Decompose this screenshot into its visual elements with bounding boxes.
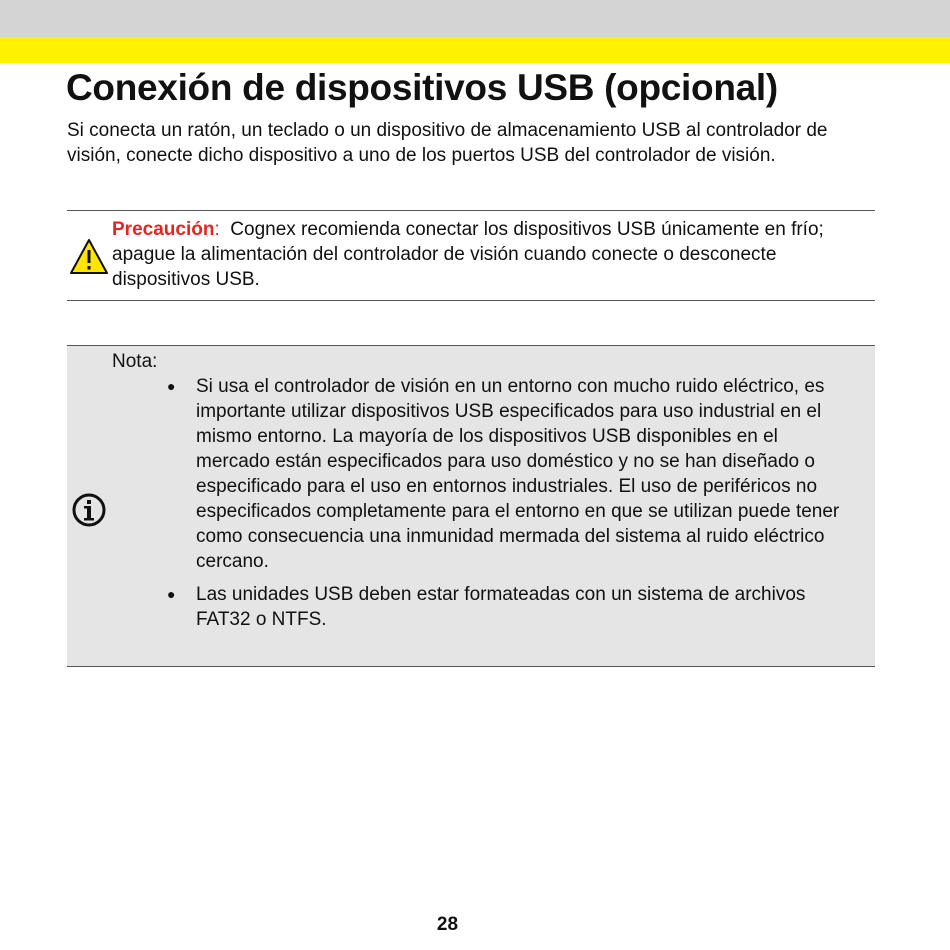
- page-number: 28: [436, 914, 459, 935]
- note-label: Nota: [112, 351, 153, 372]
- caution-label-colon: :: [214, 219, 220, 240]
- bullet-icon: ●: [167, 378, 176, 394]
- info-circle-icon: [71, 492, 107, 528]
- note-label-colon: :: [152, 351, 158, 372]
- note-box: [67, 345, 875, 667]
- bullet-icon: ●: [167, 586, 176, 602]
- list-item: [167, 374, 857, 574]
- intro-paragraph: Si conecta un ratón, un teclado o un dispositivo de almacenamiento USB al controlador de visión, conecte dicho dispositivo a uno de los puertos USB del controlador de visión.: [67, 120, 828, 166]
- note-list: [167, 374, 857, 640]
- page-title: Conexión de dispositivos USB (opcional): [66, 67, 778, 108]
- caution-box: [67, 210, 875, 301]
- caution-body: Cognex recomienda conectar los dispositivos USB únicamente en frío; apague la alimentación del controlador de visión cuando conecte o desconecte dispositivos USB.: [112, 219, 824, 290]
- caution-label: Precaución: [112, 219, 215, 240]
- list-item-text: Si usa el controlador de visión en un entorno con mucho ruido eléctrico, es importante utilizar dispositivos USB especificados para uso industrial en el mismo entorno. La mayoría de los dispositivos USB disponibles en el mercado están especificados para uso doméstico y no se han diseñado o especificado para el uso en entornos industriales. El uso de periféricos no especificados completamente para el entorno en que se utilizan puede tener como consecuencia una inmunidad mermada del sistema al ruido eléctrico cercano.: [196, 376, 840, 572]
- header-gray-band: [0, 0, 950, 37]
- list-item-text: Las unidades USB deben estar formateadas con un sistema de archivos FAT32 o NTFS.: [196, 584, 806, 630]
- header-yellow-band: [0, 37, 950, 63]
- caution-text: [112, 217, 872, 292]
- list-item: [167, 582, 857, 632]
- warning-triangle-icon: [69, 238, 109, 276]
- note-heading: [112, 349, 157, 374]
